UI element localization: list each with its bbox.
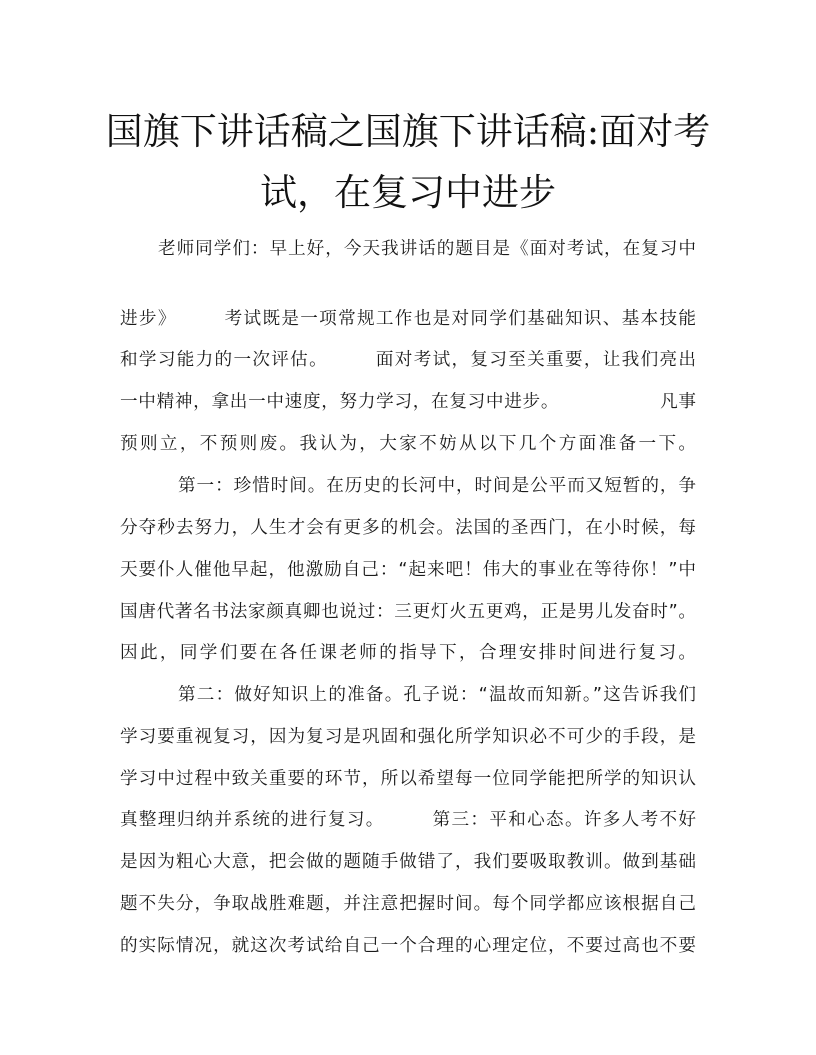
body-line: 预则立，不预则废。我认为，大家不妨从以下几个方面准备一下。: [120, 434, 696, 454]
body-line: 第二：做好知识上的准备。孔子说：“温故而知新。”这告诉我们: [178, 685, 696, 705]
body-line: 天要仆人催他早起，他激励自己：“起来吧！伟大的事业在等待你！”中: [120, 560, 696, 580]
document-title-line-1: 国旗下讲话稿之国旗下讲话稿:面对考: [105, 110, 711, 153]
body-line: 和学习能力的一次评估。 面对考试，复习至关重要，让我们亮出: [120, 350, 696, 370]
body-line: 第一：珍惜时间。在历史的长河中，时间是公平而又短暂的，争: [178, 476, 696, 496]
body-line: 因此，同学们要在各任课老师的指导下，合理安排时间进行复习。: [120, 643, 696, 663]
body-line: 学习中过程中致关重要的环节，所以希望每一位同学能把所学的知识认: [120, 769, 696, 789]
body-line: 国唐代著名书法家颜真卿也说过：三更灯火五更鸡，正是男儿发奋时”。: [120, 602, 696, 622]
body-line: 是因为粗心大意，把会做的题随手做错了，我们要吸取教训。做到基础: [120, 852, 696, 872]
document-title-line-2: 试，在复习中进步: [260, 171, 556, 214]
body-line: 学习要重视复习，因为复习是巩固和强化所学知识必不可少的手段，是: [120, 727, 696, 747]
body-line: 老师同学们：早上好，今天我讲话的题目是《面对考试，在复习中: [158, 239, 696, 259]
body-line: 进步》 考试既是一项常规工作也是对同学们基础知识、基本技能: [120, 309, 696, 329]
body-line: 题不失分，争取战胜难题，并注意把握时间。每个同学都应该根据自己: [120, 894, 696, 914]
body-line: 的实际情况，就这次考试给自己一个合理的心理定位，不要过高也不要: [120, 936, 696, 956]
body-line: 分夺秒去努力，人生才会有更多的机会。法国的圣西门，在小时候，每: [120, 518, 696, 538]
body-line: 真整理归纳并系统的进行复习。 第三：平和心态。许多人考不好: [120, 810, 696, 830]
body-line: 一中精神，拿出一中速度，努力学习，在复习中进步。 凡事: [120, 392, 696, 412]
